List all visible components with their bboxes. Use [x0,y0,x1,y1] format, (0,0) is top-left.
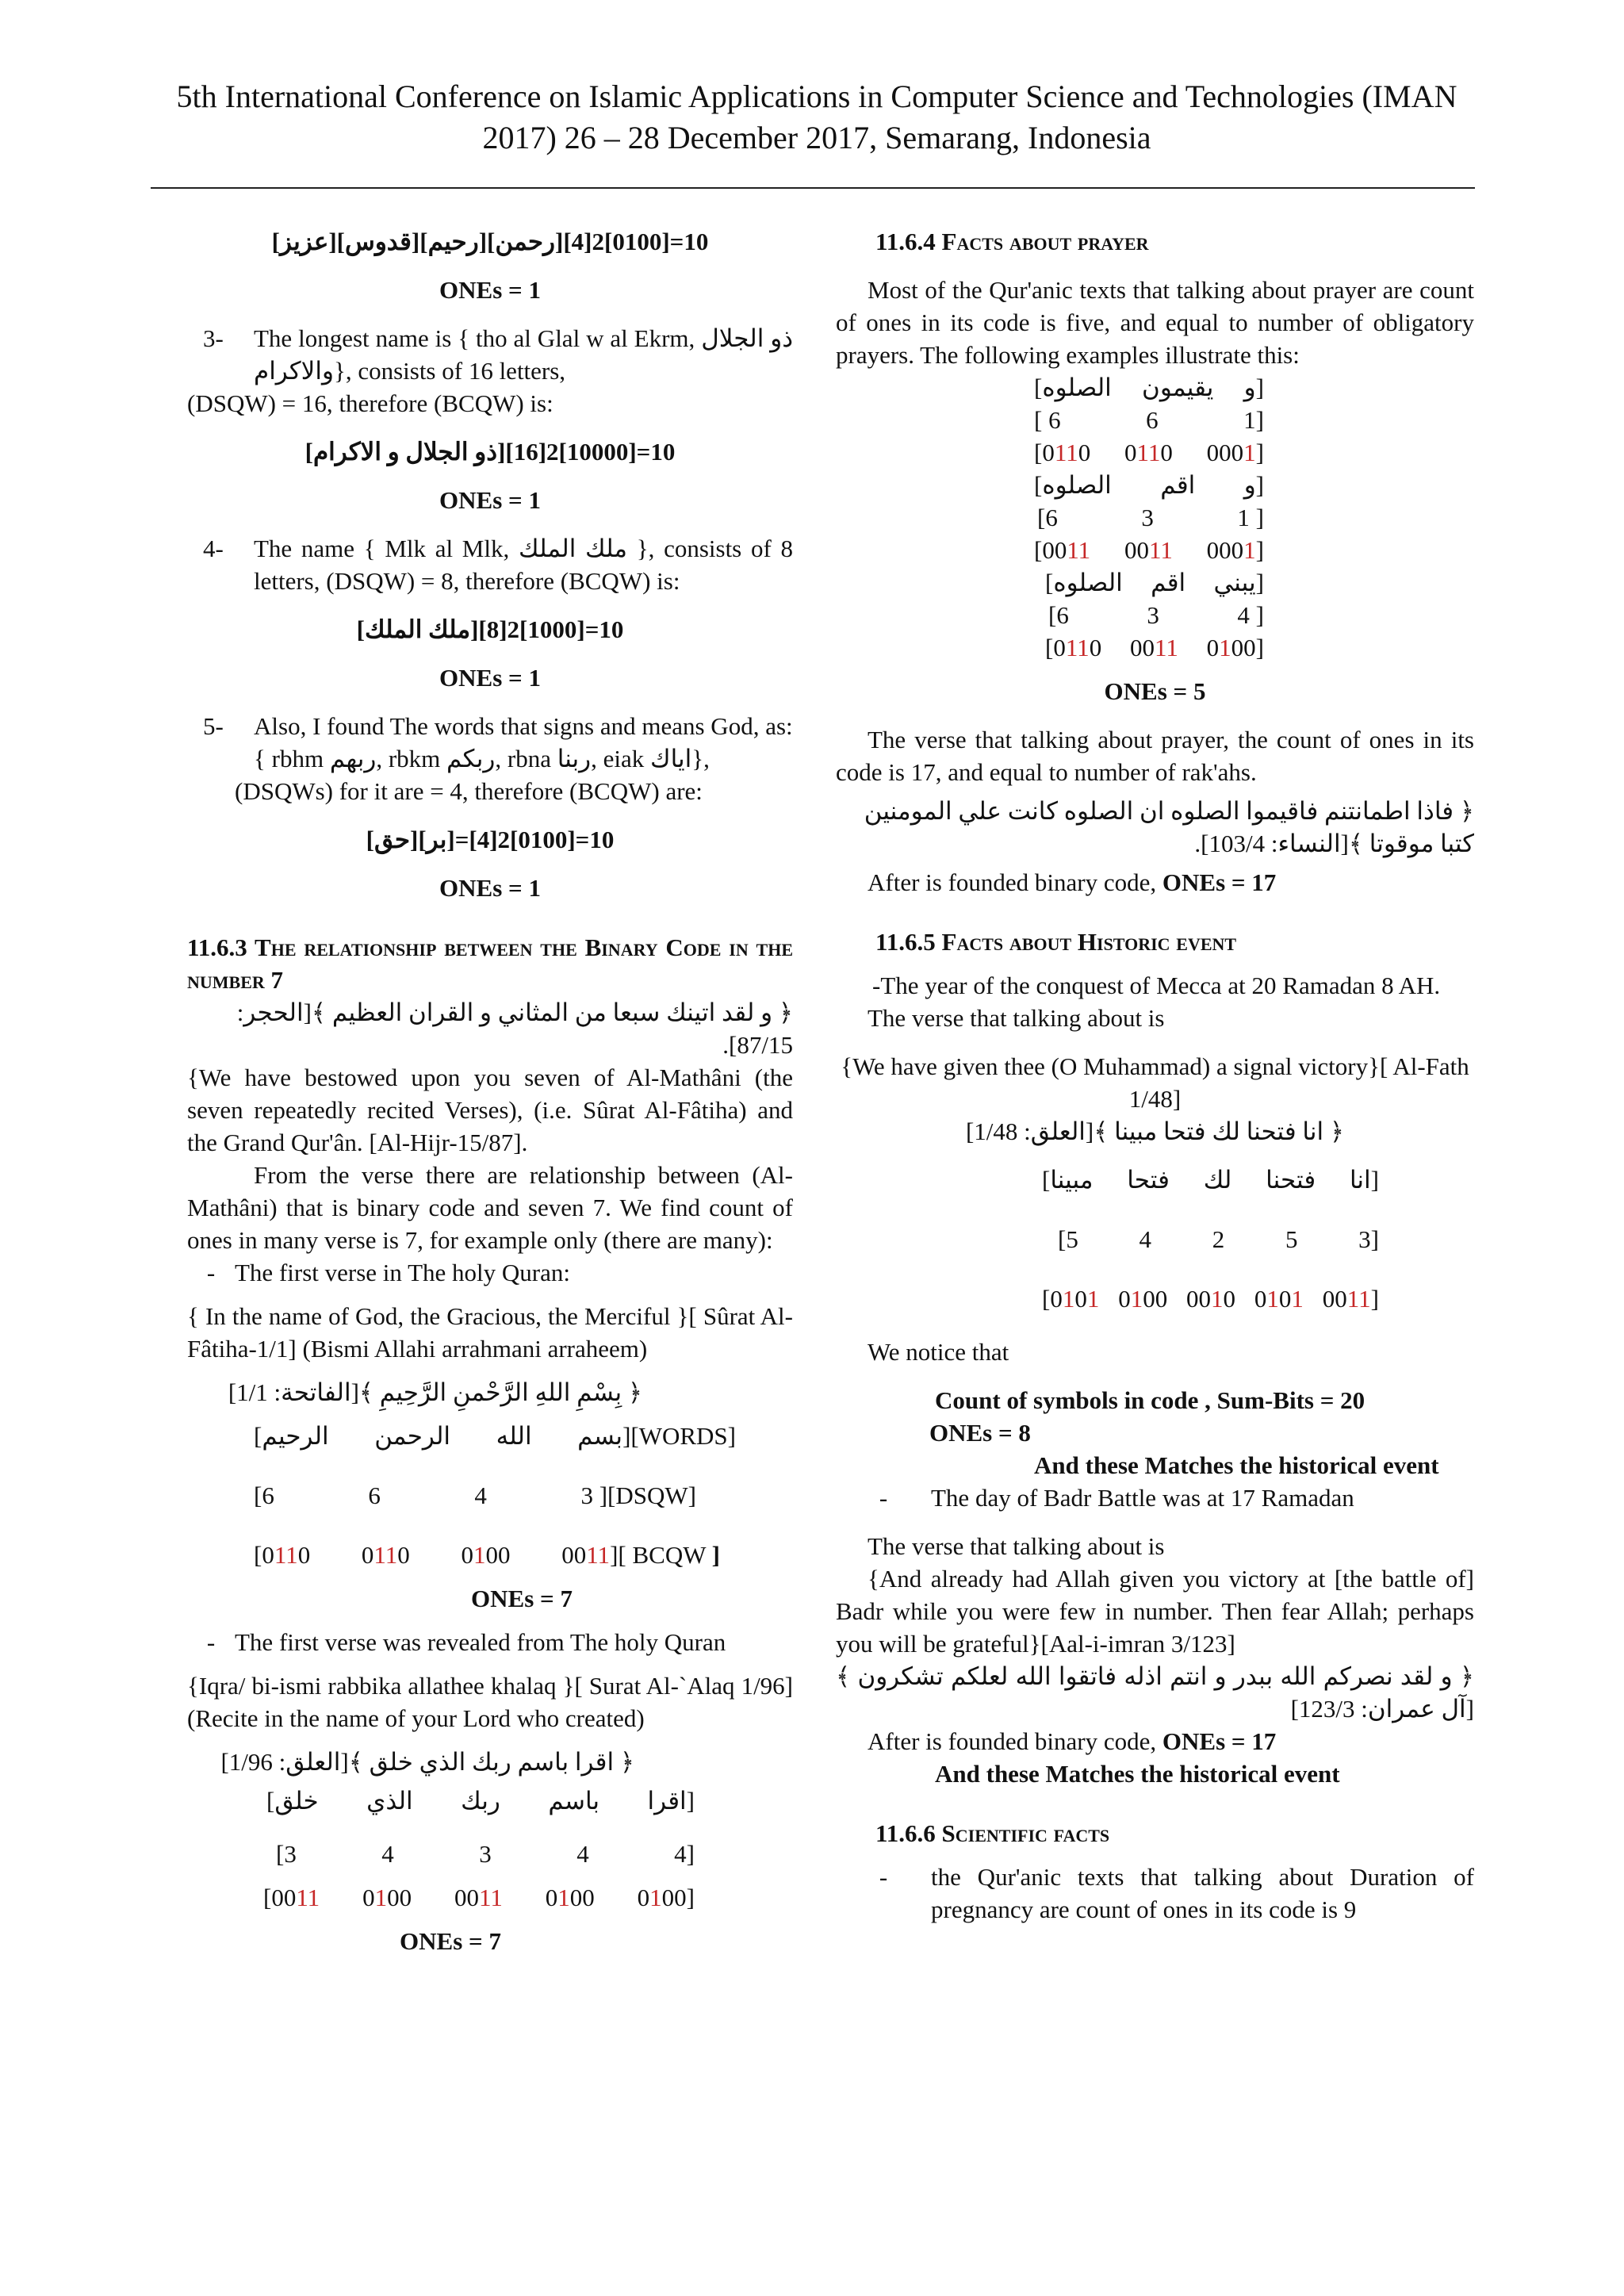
fath-english: {We have given thee (O Muhammad) a signal victory}[ Al-Fath 1/48] [841,1052,1469,1113]
iqra-bcqw-row [187,1881,793,1914]
iqra-dsqw-row: [3 4 3 4 4] [276,1840,695,1868]
bcqw-code: 0100 [362,1884,412,1911]
iqra-arabic: ﴿ اقرا باسم ربك الذي خلق ﴾[العلق: 1/96] [220,1748,634,1776]
quote-arabic-hijr: ﴿ و لقد اتينك سبعا من المثاني و القران العظيم ﴾[الحجر: 87/15]. [236,999,793,1059]
bcqw-code: 0011 [454,1884,503,1911]
section-title-11-6-6: 11.6.6 Scientific facts [875,1819,1110,1847]
list-item-4: 4- The name { Mlk al Mlk, ملك الملك }, consists of 8 letters, (DSQW) = 8, therefore (BCQW) is: [203,535,793,595]
ex3-words-row: [الصلوه اقم يبني] [1045,569,1264,596]
section-title-11-6-3: 11.6.3 The relationship between the Binary Code in the number 7 [187,933,793,994]
fath-arabic: ﴿ انا فتحنا لك فتحا مبينا ﴾[العلق: 1/48] [965,1117,1345,1145]
prayer-examples [1034,371,1264,664]
header-line-2: 2017) 26 – 28 December 2017, Semarang, Indonesia [482,120,1151,155]
badr-arabic: ﴿ و لقد نصركم الله ببدر و انتم اذله فاتقوا الله لعلكم تشكرون ﴾[آل عمران: 123/3] [836,1662,1474,1723]
dash-pregnancy: - the Qur'anic texts that talking about Duration of pregnancy are count of ones in its code is 9 [879,1863,1474,1923]
bismillah-words-row: [الرحيم الرحمن الله بسم][WORDS] [254,1422,736,1450]
ones-result-3: ONEs = 1 [439,664,541,692]
bold-ones-8: ONEs = 8 [929,1419,1031,1447]
paragraph-verse-is-1: The verse that talking about is [868,1004,1165,1032]
list-item-5-cont: (DSQWs) for it are = 4, therefore (BCQW) are: [235,777,703,805]
iqra-english: {Iqra/ bi-ismi rabbika allathee khalaq }[ Surat Al-`Alaq 1/96](Recite in the name of your Lord who created) [187,1672,793,1732]
ones-result-4: ONEs = 1 [439,874,541,902]
bcqw-code: [0110 [254,1541,311,1569]
paragraph-ones-17-a: After is founded binary code, ONEs = 17 [868,868,1277,896]
ex1-words-row: [الصلوه يقيمون و] [1034,374,1264,401]
ones-result-prayer: ONEs = 5 [1104,677,1206,705]
dash-item-2: - The first verse was revealed from The holy Quran [206,1628,726,1656]
paragraph-mathani: From the verse there are relationship between (Al-Mathâni) that is binary code and seven 7. We find count of ones in many verse is 7, for example only (there are many): [187,1161,793,1254]
paragraph-ones-17-b: After is founded binary code, ONEs = 17 [868,1727,1277,1755]
dash-badr: - The day of Badr Battle was at 17 Ramadan [879,1484,1354,1512]
fath-words-row: [مبينا فتحا لك فتحنا انا] [1042,1166,1379,1194]
list-item-5: 5- Also, I found The words that signs and means God, as: [203,712,793,740]
bold-matches-2: And these Matches the historical event [935,1760,1340,1788]
paragraph-prayer: Most of the Qur'anic texts that talking about prayer are count of ones in its code is five, and equal to number of obligatory prayers. The following examples illustrate this: [836,276,1474,369]
bcqw-code: 0011][ BCQW ] [561,1541,720,1569]
badr-english: {And already had Allah given you victory at [the battle of] Badr while you were few in number. Then fear Allah; perhaps you will be grateful}[Aal-i-imran 3/123] [836,1565,1474,1658]
bold-matches-1: And these Matches the historical event [1034,1451,1439,1479]
fath-dsqw-row: [5 4 2 5 3] [1058,1225,1379,1253]
right-column [836,225,1474,1926]
left-column [187,225,793,1957]
bcqw-code: 0100 [461,1541,511,1569]
ones-result-5: ONEs = 7 [471,1585,573,1612]
bcqw-code: 0110 [361,1541,410,1569]
equation-1: [عزيز][قدوس][رحيم][رحمن][4]10=[0100]2 [271,228,709,255]
bcqw-code: 0100 [545,1884,595,1911]
list-item-3: 3- The longest name is { tho al Glal w al Ekrm, ذو الجلال والاكرام}, consists of 16 letters, [203,324,793,385]
header-rule [151,187,1475,189]
ex3-bcqw-row: [0110 0011 0100] [1045,634,1264,661]
ex1-bcqw-row: [0110 0110 0001] [1034,439,1264,466]
ones-result-1: ONEs = 1 [439,276,541,304]
ones-result-6: ONEs = 7 [400,1927,501,1955]
paragraph-notice: We notice that [868,1338,1009,1366]
equation-3: [ملك الملك][8]10=[1000]2 [356,615,624,643]
ones-result-2: ONEs = 1 [439,486,541,514]
bismillah-english: { In the name of God, the Gracious, the Merciful }[ Sûrat Al-Fâtiha-1/1] (Bismi Allahi arrahmani arraheem) [187,1302,793,1363]
header-line-1: 5th International Conference on Islamic Applications in Computer Science and Technologies (IMAN [176,79,1457,114]
ex2-dsqw-row: [6 3 1 ] [1037,504,1264,531]
bismillah-arabic: ﴿ بِسْمِ اللهِ الرَّحْمنِ الرَّحِيمِ ﴾[الفاتحة: 1/1] [228,1378,642,1406]
bold-sum-bits: Count of symbols in code , Sum-Bits = 20 [935,1386,1365,1414]
iqra-words-row: [خلق الذي ربك باسم اقرا] [266,1787,695,1815]
paragraph-mecca: -The year of the conquest of Mecca at 20 Ramadan 8 AH. [872,972,1441,999]
paragraph-rakahs: The verse that talking about prayer, the count of ones in its code is 17, and equal to number of rak'ahs. [836,726,1474,786]
section-title-11-6-5: 11.6.5 Facts about Historic event [875,928,1237,956]
equation-2: [ذو الجلال و الاكرام][16]10=[10000]2 [304,438,676,466]
running-header [151,76,1483,159]
bcqw-code: [0011 [263,1884,320,1911]
ex3-dsqw-row: [6 3 4 ] [1048,601,1264,629]
bismillah-dsqw-row: [6 6 4 3 ][DSQW] [254,1481,696,1509]
ex2-words-row: [الصلوه اقم و] [1034,471,1264,499]
equation-4: [حق][بر]=[4]10=[0100]2 [366,826,615,853]
dash-item-1: - The first verse in The holy Quran: [206,1259,570,1286]
list-item-5-words: { rbhm ربهم, rbkm ربكم, rbna ربنا, eiak اياك}, [254,745,710,772]
bcqw-code: 0100] [637,1884,695,1911]
list-item-3-cont: (DSQW) = 16, therefore (BCQW) is: [187,389,553,417]
paragraph-verse-is-2: The verse that talking about is [868,1532,1165,1560]
ex2-bcqw-row: [0011 0011 0001] [1034,536,1264,564]
quote-english-hijr: {We have bestowed upon you seven of Al-Mathâni (the seven repeatedly recited Verses), (i.e. Sûrat Al-Fâtiha) and the Grand Qur'ân. [Al-Hijr-15/87]. [187,1064,793,1156]
section-title-11-6-4: 11.6.4 Facts about prayer [875,228,1149,255]
ex1-dsqw-row: [ 6 6 1] [1034,406,1264,434]
fath-bcqw-row: [0101 0100 0010 0101 0011] [1042,1285,1379,1313]
quote-arabic-nisa: ﴿ فاذا اطمانتنم فاقيموا الصلوه ان الصلوه كانت علي المومنين كتبا موقوتا ﴾[النساء: 103/4]. [864,797,1474,857]
bismillah-bcqw-row [187,1539,793,1571]
